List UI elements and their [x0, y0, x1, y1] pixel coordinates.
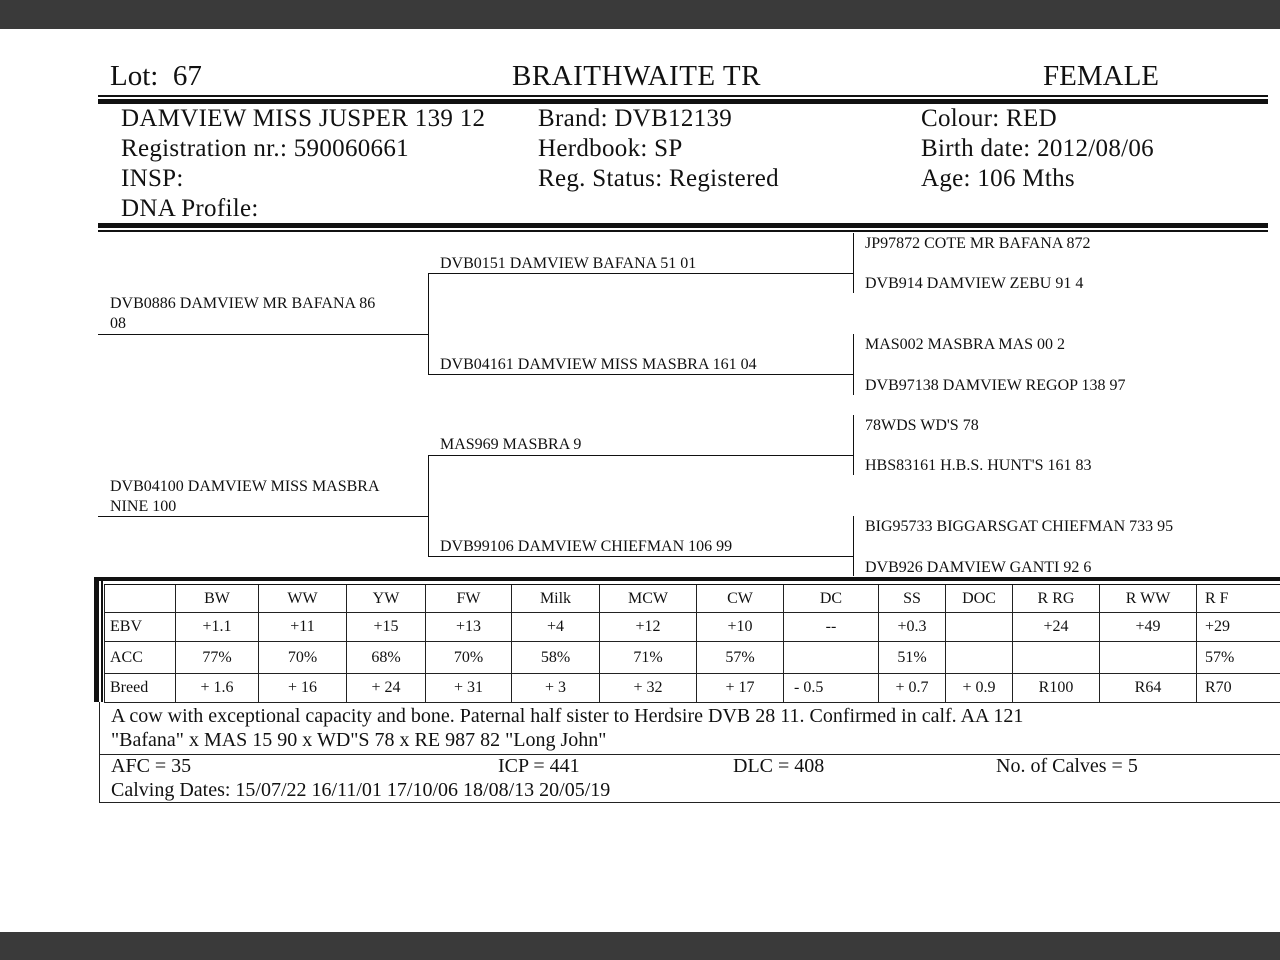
ebv-cell: - 0.5: [784, 674, 879, 703]
icp-value: ICP = 441: [498, 755, 580, 777]
pedigree-line: [428, 374, 853, 375]
acc-row: [105, 642, 1280, 674]
ebv-cell: +10: [697, 613, 784, 642]
ebv-cell: +12: [600, 613, 697, 642]
ebv-cell: 71%: [600, 642, 697, 674]
breed-row: [105, 674, 1280, 703]
lot-number: 67: [172, 60, 202, 92]
pedigree-line: [428, 556, 853, 557]
pedigree-line: [428, 273, 429, 335]
ebv-cell: +29: [1197, 613, 1280, 642]
ebv-table-left-rule: [94, 577, 99, 702]
calves-count: No. of Calves = 5: [996, 755, 1138, 777]
ebv-table: [104, 585, 1280, 703]
ebv-cell: + 24: [347, 674, 426, 703]
comment-line-1: A cow with exceptional capacity and bone. Paternal half sister to Herdsire DVB 28 11. Confirmed in calf. AA 121: [111, 705, 1024, 727]
pedigree-sire: DVB0886 DAMVIEW MR BAFANA 86 08: [110, 295, 376, 332]
pedigree-line: [853, 334, 854, 395]
ebv-cell: +24: [1013, 613, 1100, 642]
ebv-header-row: [105, 585, 1280, 613]
registration-status: Reg. Status: Registered: [538, 165, 779, 192]
animal-name: DAMVIEW MISS JUSPER 139 12: [121, 105, 486, 132]
registration-number: Registration nr.: 590060661: [121, 135, 409, 162]
pedigree-gg-7: BIG95733 BIGGARSGAT CHIEFMAN 733 95: [865, 518, 1174, 535]
dna-profile-label: DNA Profile:: [121, 195, 259, 222]
pedigree-sire-dam: DVB04161 DAMVIEW MISS MASBRA 161 04: [440, 356, 757, 373]
pedigree-gg-3: MAS002 MASBRA MAS 00 2: [865, 336, 1066, 353]
pedigree-sire-sire: DVB0151 DAMVIEW BAFANA 51 01: [440, 255, 697, 272]
pedigree-line: [428, 455, 853, 456]
ebv-row-label: EBV: [105, 613, 176, 642]
ebv-cell: +13: [426, 613, 512, 642]
ebv-cell: + 1.6: [176, 674, 259, 703]
ebv-cell: 57%: [1197, 642, 1280, 674]
ebv-cell: R100: [1013, 674, 1100, 703]
brand: Brand: DVB12139: [538, 105, 733, 132]
ebv-header-cell: FW: [426, 585, 512, 613]
pedigree-line: [428, 335, 429, 375]
calving-dates: Calving Dates: 15/07/22 16/11/01 17/10/06 18/08/13 20/05/19: [111, 779, 611, 801]
pedigree-gg-5: 78WDS WD'S 78: [865, 417, 979, 434]
comment-line-2: "Bafana" x MAS 15 90 x WD"S 78 x RE 987 82 "Long John": [111, 729, 607, 751]
ebv-cell: --: [784, 613, 879, 642]
ebv-cell: + 0.7: [879, 674, 946, 703]
ebv-header-cell: YW: [347, 585, 426, 613]
ebv-cell: +4: [512, 613, 600, 642]
pedigree-gg-2: DVB914 DAMVIEW ZEBU 91 4: [865, 275, 1084, 292]
ebv-cell: + 3: [512, 674, 600, 703]
pedigree-line: [853, 415, 854, 475]
sex-label: FEMALE: [1043, 60, 1159, 92]
pedigree-dam: DVB04100 DAMVIEW MISS MASBRA NINE 100: [110, 478, 380, 515]
pedigree-line: [428, 455, 429, 556]
ebv-cell: 70%: [259, 642, 347, 674]
ebv-cell: [1100, 642, 1197, 674]
insp-label: INSP:: [121, 165, 184, 192]
ebv-cell: + 32: [600, 674, 697, 703]
info-rule-thin: [98, 230, 1268, 232]
title-rule-thin: [98, 95, 1268, 97]
pedigree-dam-sire: MAS969 MASBRA 9: [440, 436, 582, 453]
ebv-table-top-rule: [94, 577, 1280, 581]
pedigree-gg-4: DVB97138 DAMVIEW REGOP 138 97: [865, 377, 1126, 394]
ebv-cell: R70: [1197, 674, 1280, 703]
ebv-header-cell: MCW: [600, 585, 697, 613]
ebv-row-label: Breed: [105, 674, 176, 703]
ebv-header-cell: SS: [879, 585, 946, 613]
ebv-cell: 77%: [176, 642, 259, 674]
breeder-name: BRAITHWAITE TR: [512, 60, 761, 92]
ebv-cell: 58%: [512, 642, 600, 674]
birth-date: Birth date: 2012/08/06: [921, 135, 1154, 162]
title-rule-thick: [98, 99, 1268, 104]
pedigree-line: [428, 273, 853, 274]
top-viewer-bar: [0, 0, 1280, 29]
ebv-header-cell: WW: [259, 585, 347, 613]
ebv-cell: +0.3: [879, 613, 946, 642]
ebv-header-cell: Milk: [512, 585, 600, 613]
dlc-value: DLC = 408: [733, 755, 825, 777]
ebv-header-cell: R F: [1197, 585, 1280, 613]
ebv-table-left-rule-thin: [101, 581, 103, 702]
age: Age: 106 Mths: [921, 165, 1075, 192]
lot-label: Lot: 67: [110, 60, 202, 92]
afc-value: AFC = 35: [111, 755, 192, 777]
pedigree-line: [98, 516, 428, 517]
pedigree-gg-8: DVB926 DAMVIEW GANTI 92 6: [865, 559, 1092, 576]
ebv-cell: 57%: [697, 642, 784, 674]
colour: Colour: RED: [921, 105, 1057, 132]
ebv-cell: [784, 642, 879, 674]
ebv-cell: + 17: [697, 674, 784, 703]
ebv-cell: + 16: [259, 674, 347, 703]
ebv-row-label: ACC: [105, 642, 176, 674]
herdbook: Herdbook: SP: [538, 135, 683, 162]
ebv-header-cell: [105, 585, 176, 613]
ebv-cell: +1.1: [176, 613, 259, 642]
pedigree-gg-1: JP97872 COTE MR BAFANA 872: [865, 235, 1091, 252]
pedigree-gg-6: HBS83161 H.B.S. HUNT'S 161 83: [865, 457, 1092, 474]
ebv-header-cell: CW: [697, 585, 784, 613]
ebv-header-cell: DC: [784, 585, 879, 613]
ebv-cell: +11: [259, 613, 347, 642]
ebv-cell: 51%: [879, 642, 946, 674]
ebv-header-cell: R WW: [1100, 585, 1197, 613]
ebv-cell: [946, 613, 1013, 642]
ebv-header-cell: DOC: [946, 585, 1013, 613]
bottom-viewer-bar: [0, 932, 1280, 960]
pedigree-line: [853, 233, 854, 293]
ebv-cell: R64: [1100, 674, 1197, 703]
ebv-header-cell: R RG: [1013, 585, 1100, 613]
info-rule-thick: [98, 223, 1268, 228]
ebv-cell: +49: [1100, 613, 1197, 642]
ebv-cell: [1013, 642, 1100, 674]
ebv-cell: 70%: [426, 642, 512, 674]
ebv-cell: +15: [347, 613, 426, 642]
ebv-cell: [946, 642, 1013, 674]
ebv-cell: + 31: [426, 674, 512, 703]
pedigree-line: [853, 516, 854, 576]
pedigree-dam-dam: DVB99106 DAMVIEW CHIEFMAN 106 99: [440, 538, 733, 555]
ebv-cell: + 0.9: [946, 674, 1013, 703]
pedigree-line: [98, 334, 428, 335]
ebv-cell: 68%: [347, 642, 426, 674]
ebv-row: [105, 613, 1280, 642]
ebv-header-cell: BW: [176, 585, 259, 613]
